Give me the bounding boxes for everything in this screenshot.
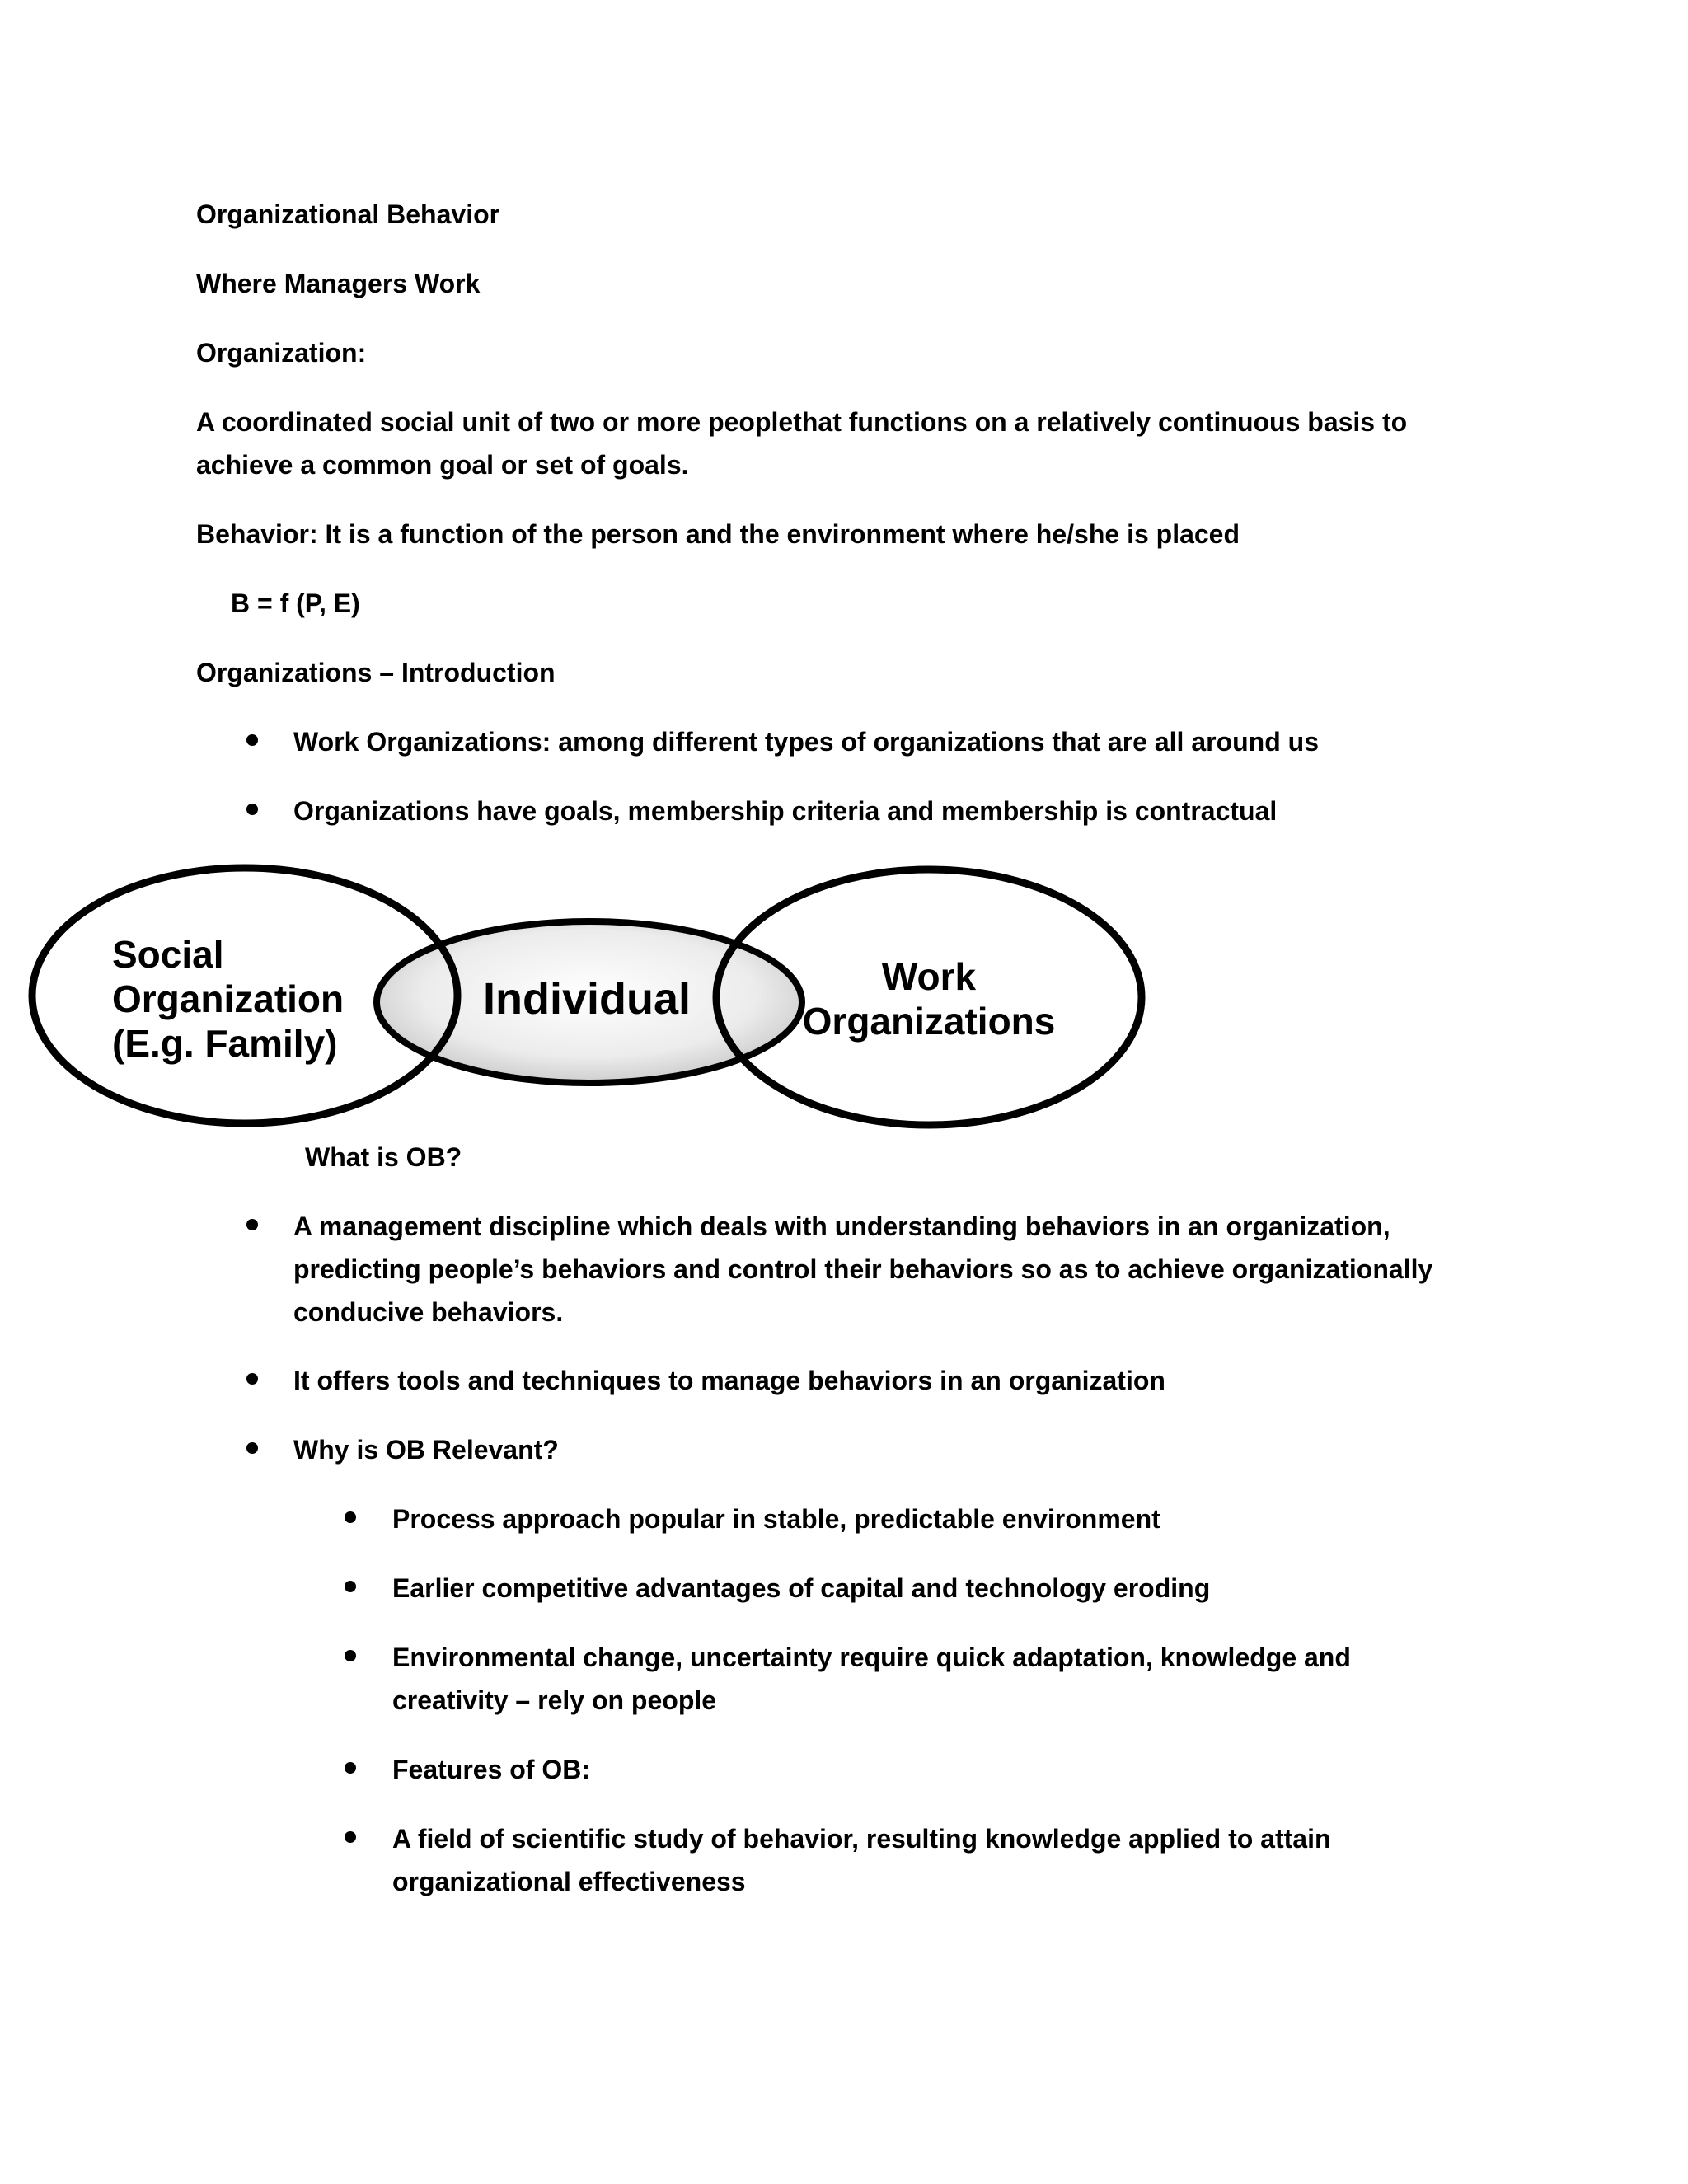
doc-title: Organizational Behavior	[196, 199, 500, 229]
sub-bullet: Process approach popular in stable, predictable environment	[392, 1504, 1160, 1534]
bullet-dot	[246, 1219, 258, 1230]
work-label-line-1: Work	[881, 955, 977, 998]
ob-bullet: It offers tools and techniques to manage behaviors in an organization	[293, 1366, 1165, 1395]
intro-bullet: Organizations have goals, membership criteria and membership is contractual	[293, 796, 1278, 826]
bullet-dot	[246, 804, 258, 815]
doc-subtitle: Where Managers Work	[196, 269, 481, 298]
organizations-venn-diagram	[0, 857, 1170, 1137]
intro-heading: Organizations – Introduction	[196, 658, 556, 687]
bullet-dot	[345, 1511, 356, 1523]
individual-label: Individual	[482, 974, 692, 1024]
bullet-dot	[246, 734, 258, 746]
work-label-line-2: Organizations	[802, 1000, 1056, 1043]
sub-bullet: Environmental change, uncertainty require quick adaptation, knowledge and creativity – rely on people	[392, 1643, 1351, 1715]
organization-heading: Organization:	[196, 338, 367, 368]
bullet-dot	[246, 1373, 258, 1385]
sub-bullet: Features of OB:	[392, 1755, 591, 1784]
bullet-dot	[345, 1650, 356, 1661]
behavior-formula: B = f (P, E)	[231, 588, 360, 618]
behavior-definition: Behavior: It is a function of the person and the environment where he/she is placed	[196, 519, 1240, 549]
sub-bullet: Earlier competitive advantages of capital and technology eroding	[392, 1573, 1211, 1603]
sub-bullet: A field of scientific study of behavior, resulting knowledge applied to attain organizational effectiveness	[392, 1824, 1331, 1896]
ob-bullet: Why is OB Relevant?	[293, 1435, 559, 1465]
social-label-line-2: Organization	[112, 977, 345, 1020]
bullet-dot	[246, 1442, 258, 1454]
social-label-line-1: Social	[112, 933, 224, 976]
intro-bullet: Work Organizations: among different types of organizations that are all around us	[293, 727, 1319, 757]
bullet-dot	[345, 1581, 356, 1592]
bullet-dot	[345, 1762, 356, 1774]
organization-definition: A coordinated social unit of two or more peoplethat functions on a relatively continuous basis to achieve a common goal or set of goals.	[196, 407, 1408, 480]
ob-bullet: A management discipline which deals with understanding behaviors in an organization, predicting people’s behaviors and control their behaviors so as to achieve organizationally conducive behaviors.	[293, 1212, 1433, 1327]
bullet-dot	[345, 1831, 356, 1843]
what-is-ob-heading: What is OB?	[305, 1142, 462, 1172]
social-label-line-3: (E.g. Family)	[112, 1022, 338, 1065]
